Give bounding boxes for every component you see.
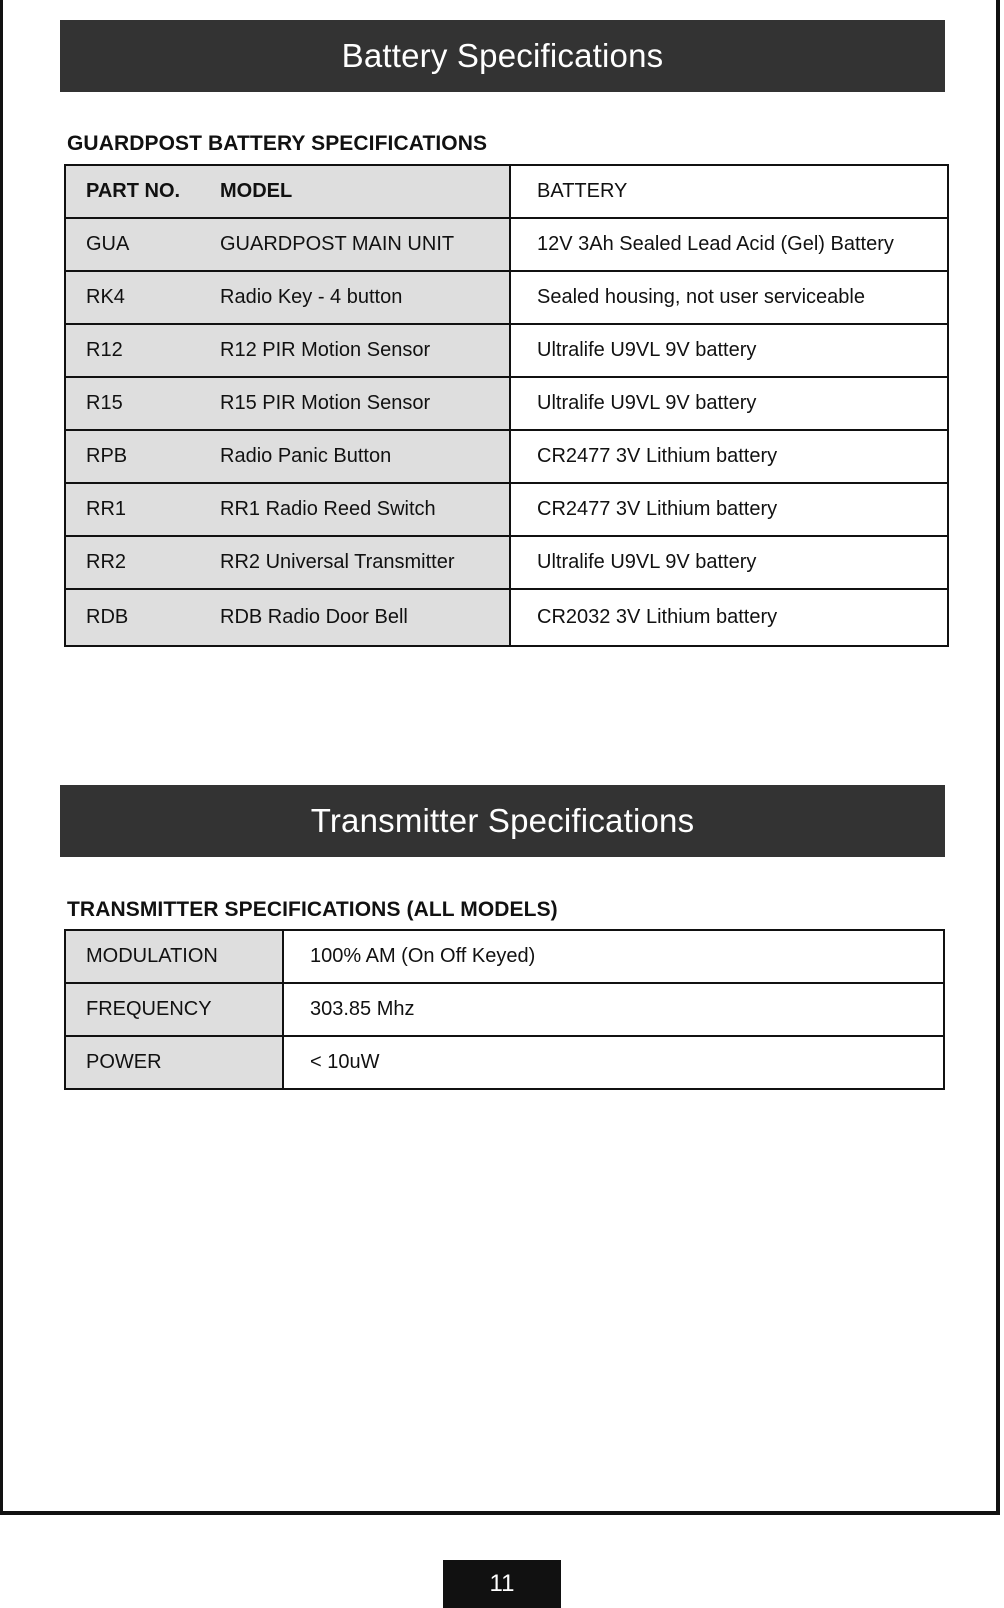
part-no-cell: RK4 [86, 286, 125, 308]
model-cell: Radio Key - 4 button [220, 286, 403, 308]
spec-value-cell: < 10uW [283, 1036, 944, 1089]
table-row [65, 983, 944, 1036]
part-no-cell: R15 [86, 392, 123, 414]
model-cell: Radio Panic Button [220, 445, 392, 467]
part-model-cell [65, 324, 510, 377]
battery-cell: Ultralife U9VL 9V battery [510, 536, 948, 589]
transmitter-specifications-banner: Transmitter Specifications [60, 785, 945, 857]
table-row [65, 377, 948, 430]
battery-cell: 12V 3Ah Sealed Lead Acid (Gel) Battery [510, 218, 948, 271]
part-no-cell: RPB [86, 445, 128, 467]
part-no-cell: RR1 [86, 498, 127, 520]
part-no-cell: RDB [86, 606, 129, 628]
part-model-cell [65, 430, 510, 483]
battery-cell: Ultralife U9VL 9V battery [510, 377, 948, 430]
transmitter-spec-table [64, 929, 945, 1090]
battery-cell: CR2477 3V Lithium battery [510, 430, 948, 483]
part-model-cell [65, 218, 510, 271]
part-no-cell: RR2 [86, 551, 127, 573]
part-model-cell [65, 483, 510, 536]
battery-specifications-banner: Battery Specifications [60, 20, 945, 92]
battery-table-title: GUARDPOST BATTERY SPECIFICATIONS [67, 132, 488, 155]
page-number: 11 [443, 1560, 561, 1608]
table-row [65, 536, 948, 589]
part-no-cell: GUA [86, 233, 130, 255]
model-cell: GUARDPOST MAIN UNIT [220, 233, 455, 255]
part-model-cell [65, 536, 510, 589]
table-row [65, 1036, 944, 1089]
table-row [65, 430, 948, 483]
battery-cell: CR2032 3V Lithium battery [510, 589, 948, 646]
spec-label-cell: MODULATION [65, 930, 283, 983]
table-row [65, 218, 948, 271]
table-row [65, 930, 944, 983]
part-model-cell [65, 271, 510, 324]
part-no-cell: R12 [86, 339, 123, 361]
spec-value-cell: 100% AM (On Off Keyed) [283, 930, 944, 983]
part-model-cell [65, 589, 510, 646]
spec-label-cell: POWER [65, 1036, 283, 1089]
battery-spec-table [64, 164, 949, 647]
part-model-cell [65, 377, 510, 430]
table-row [65, 324, 948, 377]
part-no-header: PART NO. [86, 180, 181, 202]
battery-cell: CR2477 3V Lithium battery [510, 483, 948, 536]
model-cell: RR1 Radio Reed Switch [220, 498, 436, 520]
battery-cell: Sealed housing, not user serviceable [510, 271, 948, 324]
battery-header: BATTERY [510, 165, 948, 218]
transmitter-table-title: TRANSMITTER SPECIFICATIONS (ALL MODELS) [67, 898, 558, 921]
model-cell: R15 PIR Motion Sensor [220, 392, 431, 414]
table-row [65, 589, 948, 646]
table-row [65, 483, 948, 536]
table-row [65, 271, 948, 324]
table-header-row [65, 165, 948, 218]
model-cell: RR2 Universal Transmitter [220, 551, 455, 573]
model-cell: R12 PIR Motion Sensor [220, 339, 431, 361]
model-header: MODEL [220, 180, 293, 202]
part-model-header-cell [65, 165, 510, 218]
battery-cell: Ultralife U9VL 9V battery [510, 324, 948, 377]
model-cell: RDB Radio Door Bell [220, 606, 408, 628]
spec-value-cell: 303.85 Mhz [283, 983, 944, 1036]
spec-label-cell: FREQUENCY [65, 983, 283, 1036]
